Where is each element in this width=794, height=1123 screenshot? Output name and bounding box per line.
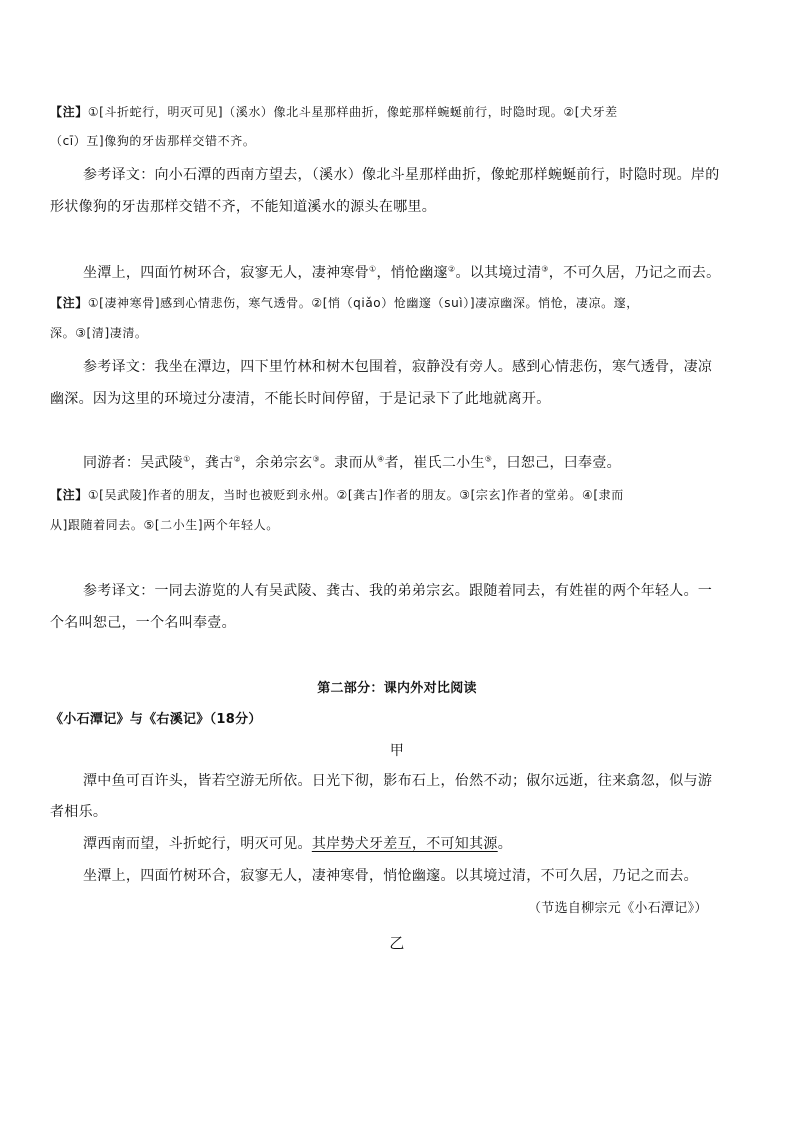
note-2-line-2: 深。③[清]凄清。 [50, 326, 148, 340]
note-bracket: 【注】 [50, 105, 88, 119]
passage-yi-heading: 乙 [389, 934, 405, 952]
paragraph-3: 同游者：吴武陵①，龚古②，余弟宗玄③。隶而从④者，崔氏二小生⑤，曰恕己，曰奉壹。 [83, 454, 621, 471]
translation-3-line-2: 个名叫恕己，一个名叫奉壹。 [50, 615, 236, 631]
jia-paragraph-1-line-2: 者相乐。 [50, 804, 108, 820]
section-subtitle: 《小石潭记》与《右溪记》（18分） [50, 712, 262, 727]
jia-paragraph-3: 坐潭上，四面竹树环合，寂寥无人，凄神寒骨，悄怆幽邃。以其境过清，不可久居，乃记之而去。 [83, 868, 698, 884]
translation-2-line-1: 参考译文：我坐在潭边，四下里竹林和树木包围着，寂静没有旁人。感到心情悲伤，寒气透骨，凄凉 [83, 359, 713, 375]
passage-jia-heading: 甲 [389, 743, 405, 759]
note-3-line-2: 从]跟随着同去。⑤[二小生]两个年轻人。 [50, 518, 279, 532]
note-2-line-1: 【注】①[凄神寒骨]感到心情悲伤，寒气透骨。②[悄（qiǎo）怆幽邃（suì）]凄凉幽深。悄怆，凄凉。邃， [50, 296, 639, 310]
section-title: 第二部分：课内外对比阅读 [317, 681, 477, 696]
paragraph-2: 坐潭上，四面竹树环合，寂寥无人，凄神寒骨①，悄怆幽邃②。以其境过清③，不可久居，乃记之而去。 [83, 264, 721, 281]
source-attribution: （节选自柳宗元《小石潭记》） [528, 901, 708, 916]
translation-3-line-1: 参考译文：一同去游览的人有吴武陵、龚古、我的弟弟宗玄。跟随着同去，有姓崔的两个年轻人。一 [83, 583, 713, 599]
translation-2-line-2: 幽深。因为这里的环境过分凄清，不能长时间停留，于是记录下了此地就离开。 [50, 391, 551, 407]
translation-1-line-2: 形状像狗的牙齿那样交错不齐，不能知道溪水的源头在哪里。 [50, 199, 437, 215]
translation-1-line-1: 参考译文：向小石潭的西南方望去，（溪水）像北斗星那样曲折，像蛇那样蜿蜒前行，时隐时现。岸的 [83, 167, 720, 183]
underlined-sentence: 其岸势犬牙差互，不可知其源 [311, 836, 498, 852]
note-1-line-2: （cī）互]像狗的牙齿那样交错不齐。 [50, 134, 256, 148]
jia-paragraph-1-line-1: 潭中鱼可百许头，皆若空游无所依。日光下彻，影布石上，佁然不动；俶尔远逝，往来翕忽，似与游 [83, 773, 713, 789]
note-1-line-1: 【注】①[斗折蛇行，明灭可见]（溪水）像北斗星那样曲折，像蛇那样蜿蜒前行，时隐时现。②[犬牙差 [50, 105, 618, 119]
jia-paragraph-2: 潭西南而望，斗折蛇行，明灭可见。其岸势犬牙差互，不可知其源。 [83, 836, 513, 852]
note-3-line-1: 【注】①[吴武陵]作者的朋友，当时也被贬到永州。②[龚古]作者的朋友。③[宗玄]作者的堂弟。④[隶而 [50, 488, 624, 502]
